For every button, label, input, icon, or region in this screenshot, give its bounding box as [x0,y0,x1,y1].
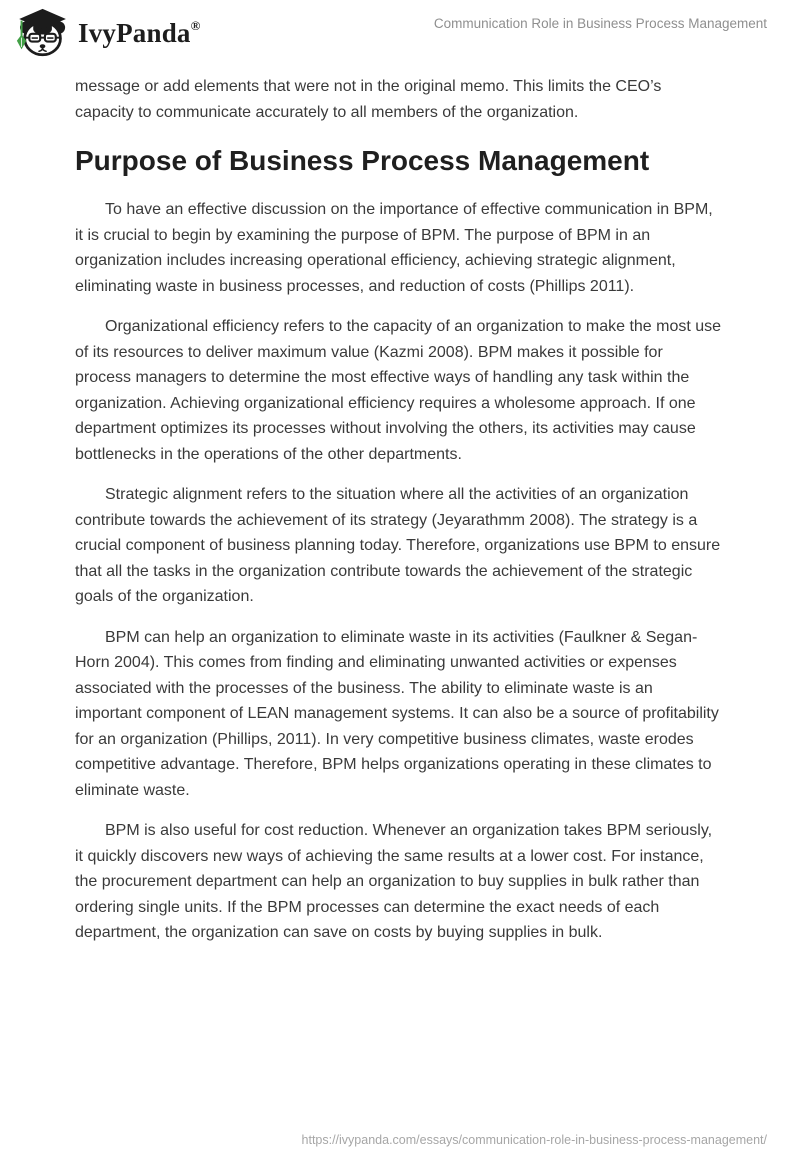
paragraph-eliminate-waste: BPM can help an organization to eliminate waste in its activities (Faulkner & Segan-Horn 2004). This comes from finding and eliminating unwanted activities or expenses associated with the processes of the business. The ability to eliminate waste is an important component of LEAN management systems. It can also be a source of profitability for an organization (Phillips, 2011). In very competitive business climates, waste erodes competitive advantage. Therefore, BPM helps organizations operating in these climates to eliminate waste. [75,628,719,799]
paragraph-organizational-efficiency: Organizational efficiency refers to the capacity of an organization to make the most use of its resources to deliver maximum value (Kazmi 2008). BPM makes it possible for process managers to determine the most effective ways of handling any task within the organization. Achieving organizational efficiency requires a wholesome approach. If one department optimizes its processes without involving the others, its activities may cause bottlenecks in the operations of the other departments. [75,318,722,463]
paragraph-purpose-intro: To have an effective discussion on the importance of effective communication in BPM, it is crucial to begin by examining the purpose of BPM. The purpose of BPM in an organization includes increasing operational efficiency, achieving strategic alignment, eliminating waste in business processes, and reduction of costs (Phillips 2011). [75,201,713,295]
panda-graduate-icon [13,8,69,58]
paragraph-cost-reduction: BPM is also useful for cost reduction. Whenever an organization takes BPM seriously, it quickly discovers new ways of achieving the same results at a lower cost. For instance, the procurement department can help an organization to buy supplies in bulk rather than ordering single units. If the BPM processes can determine the exact needs of each department, the organization can save on costs by buying supplies in bulk. [75,822,713,941]
article-content [75,74,722,946]
brand-name: IvyPanda [78,18,191,48]
page-footer [302,1133,767,1148]
page-header [0,0,800,58]
paragraph-strategic-alignment: Strategic alignment refers to the situation where all the activities of an organization contribute towards the achievement of its strategy (Jeyarathmm 2008). The strategy is a crucial component of business planning today. Therefore, organizations use BPM to ensure that all the tasks in the organization contribute towards the achievement of the strategic goals of the organization. [75,486,721,605]
source-url: https://ivypanda.com/essays/communication-role-in-business-process-management/ [301,1133,767,1147]
running-document-title: Communication Role in Business Process Management [433,16,767,31]
registered-trademark-symbol: ® [190,17,201,33]
section-heading: Purpose of Business Process Management [75,145,650,176]
paragraph-continuation: message or add elements that were not in the original memo. This limits the CEO’s capacity to communicate accurately to all members of the organization. [75,78,662,121]
brand-logo [13,8,200,58]
